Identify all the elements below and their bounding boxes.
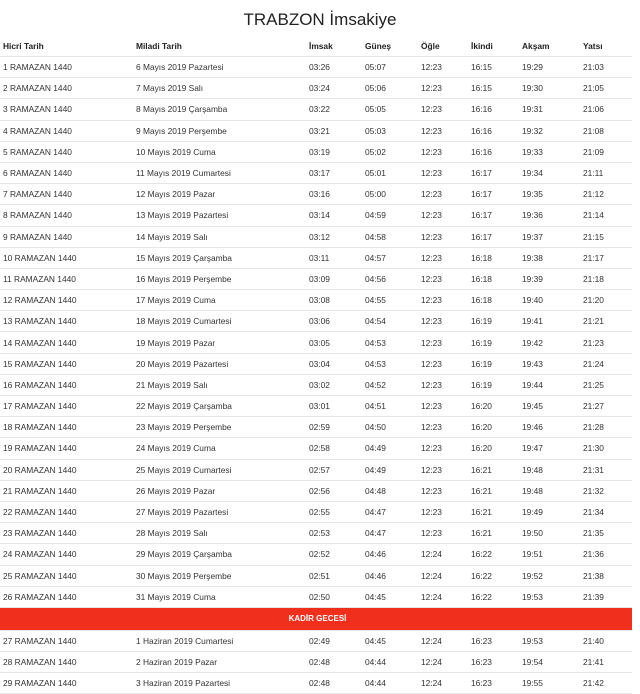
table-row <box>0 417 632 438</box>
table-cell: 18 Mayıs 2019 Cumartesi <box>133 311 306 332</box>
table-cell: 16:21 <box>468 501 519 522</box>
table-cell: 13 Mayıs 2019 Pazartesi <box>133 205 306 226</box>
table-cell: 12 RAMAZAN 1440 <box>0 290 133 311</box>
table-cell: 27 RAMAZAN 1440 <box>0 630 133 651</box>
table-cell: 05:07 <box>362 57 418 78</box>
table-cell: 19:40 <box>519 290 580 311</box>
table-cell: 05:00 <box>362 184 418 205</box>
table-cell: 18 RAMAZAN 1440 <box>0 417 133 438</box>
table-cell: 12:23 <box>418 374 468 395</box>
table-row <box>0 141 632 162</box>
table-cell: 24 Mayıs 2019 Cuma <box>133 438 306 459</box>
table-cell: 20 Mayıs 2019 Pazartesi <box>133 353 306 374</box>
table-cell: 12:23 <box>418 141 468 162</box>
table-cell: 27 Mayıs 2019 Pazartesi <box>133 501 306 522</box>
table-cell: 02:55 <box>306 501 362 522</box>
table-cell: 12:23 <box>418 247 468 268</box>
table-row <box>0 290 632 311</box>
table-cell: 29 RAMAZAN 1440 <box>0 673 133 694</box>
table-cell: 21:30 <box>580 438 632 459</box>
table-cell: 21:25 <box>580 374 632 395</box>
table-cell: 13 RAMAZAN 1440 <box>0 311 133 332</box>
table-cell: 21:42 <box>580 673 632 694</box>
table-cell: 12:24 <box>418 673 468 694</box>
table-cell: 12:23 <box>418 205 468 226</box>
table-cell: 19:30 <box>519 78 580 99</box>
table-cell: 16:17 <box>468 184 519 205</box>
table-cell: 24 RAMAZAN 1440 <box>0 544 133 565</box>
table-cell: 21 Mayıs 2019 Salı <box>133 374 306 395</box>
table-cell: 03:17 <box>306 162 362 183</box>
table-row <box>0 120 632 141</box>
table-cell: 04:51 <box>362 396 418 417</box>
table-cell: 16:19 <box>468 332 519 353</box>
table-cell: 04:46 <box>362 544 418 565</box>
table-row <box>0 78 632 99</box>
table-cell: 02:51 <box>306 565 362 586</box>
table-cell: 16:20 <box>468 417 519 438</box>
table-row <box>0 268 632 289</box>
table-cell: 19:50 <box>519 523 580 544</box>
table-cell: 02:56 <box>306 480 362 501</box>
table-cell: 21:38 <box>580 565 632 586</box>
table-cell: 04:48 <box>362 480 418 501</box>
table-cell: 04:47 <box>362 523 418 544</box>
table-cell: 19:37 <box>519 226 580 247</box>
table-cell: 12:24 <box>418 565 468 586</box>
table-row <box>0 501 632 522</box>
table-cell: 19:55 <box>519 673 580 694</box>
table-cell: 5 RAMAZAN 1440 <box>0 141 133 162</box>
table-row <box>0 480 632 501</box>
table-cell: 10 RAMAZAN 1440 <box>0 247 133 268</box>
table-cell: 19:49 <box>519 501 580 522</box>
table-cell: 19:33 <box>519 141 580 162</box>
table-cell: 03:02 <box>306 374 362 395</box>
table-cell: 12:23 <box>418 57 468 78</box>
table-cell: 12:23 <box>418 396 468 417</box>
imsakiye-table <box>0 36 632 694</box>
table-cell: 05:06 <box>362 78 418 99</box>
table-row <box>0 311 632 332</box>
table-cell: 12:23 <box>418 353 468 374</box>
table-cell: 16:23 <box>468 673 519 694</box>
table-cell: 02:53 <box>306 523 362 544</box>
table-cell: 21:15 <box>580 226 632 247</box>
table-cell: 12:23 <box>418 438 468 459</box>
table-cell: 21:14 <box>580 205 632 226</box>
table-cell: 16:20 <box>468 396 519 417</box>
table-row <box>0 565 632 586</box>
table-cell: 23 Mayıs 2019 Perşembe <box>133 417 306 438</box>
table-cell: 4 RAMAZAN 1440 <box>0 120 133 141</box>
header-aksam: Akşam <box>519 36 580 57</box>
table-cell: 19 Mayıs 2019 Pazar <box>133 332 306 353</box>
table-cell: 19:45 <box>519 396 580 417</box>
table-cell: 16:15 <box>468 78 519 99</box>
table-cell: 8 Mayıs 2019 Çarşamba <box>133 99 306 120</box>
table-cell: 12:24 <box>418 544 468 565</box>
table-cell: 29 Mayıs 2019 Çarşamba <box>133 544 306 565</box>
table-cell: 17 RAMAZAN 1440 <box>0 396 133 417</box>
table-cell: 04:47 <box>362 501 418 522</box>
table-row <box>0 438 632 459</box>
table-cell: 12:24 <box>418 630 468 651</box>
table-cell: 21:28 <box>580 417 632 438</box>
table-cell: 19:41 <box>519 311 580 332</box>
table-cell: 9 RAMAZAN 1440 <box>0 226 133 247</box>
header-miladi-tarih: Miladi Tarih <box>133 36 306 57</box>
table-cell: 3 Haziran 2019 Pazartesi <box>133 673 306 694</box>
table-cell: 21:06 <box>580 99 632 120</box>
table-cell: 28 Mayıs 2019 Salı <box>133 523 306 544</box>
table-cell: 04:59 <box>362 205 418 226</box>
table-cell: 12:23 <box>418 501 468 522</box>
table-cell: 03:11 <box>306 247 362 268</box>
table-cell: 04:56 <box>362 268 418 289</box>
table-cell: 19:44 <box>519 374 580 395</box>
table-cell: 02:58 <box>306 438 362 459</box>
table-cell: 16:19 <box>468 353 519 374</box>
table-cell: 19:29 <box>519 57 580 78</box>
table-cell: 26 RAMAZAN 1440 <box>0 586 133 607</box>
table-cell: 21 RAMAZAN 1440 <box>0 480 133 501</box>
table-cell: 19:38 <box>519 247 580 268</box>
table-cell: 03:16 <box>306 184 362 205</box>
table-cell: 04:45 <box>362 586 418 607</box>
table-cell: 25 RAMAZAN 1440 <box>0 565 133 586</box>
table-cell: 15 Mayıs 2019 Çarşamba <box>133 247 306 268</box>
table-row <box>0 57 632 78</box>
table-cell: 9 Mayıs 2019 Perşembe <box>133 120 306 141</box>
table-cell: 21:21 <box>580 311 632 332</box>
table-cell: 02:48 <box>306 673 362 694</box>
table-cell: 12:23 <box>418 162 468 183</box>
table-cell: 12:23 <box>418 480 468 501</box>
table-cell: 21:12 <box>580 184 632 205</box>
table-cell: 21:05 <box>580 78 632 99</box>
table-cell: 04:49 <box>362 438 418 459</box>
table-cell: 03:06 <box>306 311 362 332</box>
table-cell: 16:22 <box>468 586 519 607</box>
table-cell: 04:58 <box>362 226 418 247</box>
table-row <box>0 544 632 565</box>
table-cell: 7 Mayıs 2019 Salı <box>133 78 306 99</box>
table-cell: 19:35 <box>519 184 580 205</box>
table-cell: 19:42 <box>519 332 580 353</box>
table-row <box>0 205 632 226</box>
table-cell: 16:22 <box>468 565 519 586</box>
table-cell: 19:36 <box>519 205 580 226</box>
table-cell: 21:40 <box>580 630 632 651</box>
table-cell: 2 Haziran 2019 Pazar <box>133 652 306 673</box>
header-ikindi: İkindi <box>468 36 519 57</box>
table-cell: 03:12 <box>306 226 362 247</box>
table-row <box>0 247 632 268</box>
table-cell: 19:32 <box>519 120 580 141</box>
table-cell: 19:39 <box>519 268 580 289</box>
table-cell: 04:54 <box>362 311 418 332</box>
table-row <box>0 523 632 544</box>
table-cell: 19:51 <box>519 544 580 565</box>
table-cell: 03:24 <box>306 78 362 99</box>
table-cell: 20 RAMAZAN 1440 <box>0 459 133 480</box>
table-cell: 23 RAMAZAN 1440 <box>0 523 133 544</box>
table-cell: 12:23 <box>418 226 468 247</box>
table-cell: 16:19 <box>468 311 519 332</box>
table-cell: 19:53 <box>519 586 580 607</box>
table-cell: 04:49 <box>362 459 418 480</box>
table-cell: 05:05 <box>362 99 418 120</box>
table-cell: 21:41 <box>580 652 632 673</box>
table-cell: 19:48 <box>519 459 580 480</box>
table-row <box>0 630 632 651</box>
table-cell: 19:52 <box>519 565 580 586</box>
table-cell: 16:21 <box>468 480 519 501</box>
table-cell: 21:09 <box>580 141 632 162</box>
table-cell: 02:49 <box>306 630 362 651</box>
table-row <box>0 353 632 374</box>
table-cell: 12:23 <box>418 268 468 289</box>
table-row <box>0 226 632 247</box>
table-cell: 16:17 <box>468 226 519 247</box>
table-cell: 21:17 <box>580 247 632 268</box>
table-cell: 12:23 <box>418 417 468 438</box>
table-cell: 16:21 <box>468 523 519 544</box>
table-cell: 16:16 <box>468 141 519 162</box>
table-row <box>0 396 632 417</box>
table-cell: 12:23 <box>418 120 468 141</box>
header-hicri-tarih: Hicri Tarih <box>0 36 133 57</box>
table-cell: 16:15 <box>468 57 519 78</box>
table-row <box>0 374 632 395</box>
table-cell: 12:23 <box>418 523 468 544</box>
table-row <box>0 586 632 607</box>
table-cell: 02:57 <box>306 459 362 480</box>
table-cell: 04:53 <box>362 332 418 353</box>
table-cell: 02:48 <box>306 652 362 673</box>
table-cell: 12:23 <box>418 459 468 480</box>
table-cell: 21:35 <box>580 523 632 544</box>
table-cell: 6 RAMAZAN 1440 <box>0 162 133 183</box>
table-cell: 04:44 <box>362 652 418 673</box>
table-cell: 1 Haziran 2019 Cumartesi <box>133 630 306 651</box>
table-cell: 21:24 <box>580 353 632 374</box>
table-cell: 2 RAMAZAN 1440 <box>0 78 133 99</box>
table-cell: 1 RAMAZAN 1440 <box>0 57 133 78</box>
table-cell: 16:17 <box>468 162 519 183</box>
table-cell: 21:34 <box>580 501 632 522</box>
table-cell: 05:02 <box>362 141 418 162</box>
table-cell: 22 RAMAZAN 1440 <box>0 501 133 522</box>
table-cell: 03:22 <box>306 99 362 120</box>
table-cell: 03:01 <box>306 396 362 417</box>
table-body-after <box>0 630 632 694</box>
table-cell: 16:19 <box>468 374 519 395</box>
table-cell: 19:31 <box>519 99 580 120</box>
table-cell: 04:55 <box>362 290 418 311</box>
table-body <box>0 57 632 608</box>
table-cell: 12:24 <box>418 586 468 607</box>
table-cell: 21:39 <box>580 586 632 607</box>
table-cell: 21:36 <box>580 544 632 565</box>
table-cell: 3 RAMAZAN 1440 <box>0 99 133 120</box>
table-cell: 14 Mayıs 2019 Salı <box>133 226 306 247</box>
table-cell: 16:17 <box>468 205 519 226</box>
table-cell: 03:04 <box>306 353 362 374</box>
table-cell: 12:23 <box>418 184 468 205</box>
table-cell: 03:21 <box>306 120 362 141</box>
table-cell: 05:03 <box>362 120 418 141</box>
table-cell: 03:26 <box>306 57 362 78</box>
table-cell: 21:31 <box>580 459 632 480</box>
table-cell: 19 RAMAZAN 1440 <box>0 438 133 459</box>
table-cell: 28 RAMAZAN 1440 <box>0 652 133 673</box>
table-cell: 12:23 <box>418 332 468 353</box>
table-cell: 11 Mayıs 2019 Cumartesi <box>133 162 306 183</box>
table-cell: 11 RAMAZAN 1440 <box>0 268 133 289</box>
table-row <box>0 162 632 183</box>
table-cell: 10 Mayıs 2019 Cuma <box>133 141 306 162</box>
table-cell: 19:34 <box>519 162 580 183</box>
table-cell: 7 RAMAZAN 1440 <box>0 184 133 205</box>
table-cell: 03:19 <box>306 141 362 162</box>
table-cell: 19:43 <box>519 353 580 374</box>
header-ogle: Öğle <box>418 36 468 57</box>
header-gunes: Güneş <box>362 36 418 57</box>
table-cell: 03:09 <box>306 268 362 289</box>
table-cell: 04:52 <box>362 374 418 395</box>
table-cell: 21:32 <box>580 480 632 501</box>
table-cell: 8 RAMAZAN 1440 <box>0 205 133 226</box>
page-title: TRABZON İmsakiye <box>243 10 397 29</box>
table-cell: 19:54 <box>519 652 580 673</box>
kadir-gecesi-row <box>0 607 632 630</box>
table-cell: 22 Mayıs 2019 Çarşamba <box>133 396 306 417</box>
table-cell: 04:44 <box>362 673 418 694</box>
table-cell: 04:50 <box>362 417 418 438</box>
table-cell: 16:18 <box>468 268 519 289</box>
table-cell: 21:03 <box>580 57 632 78</box>
table-cell: 03:08 <box>306 290 362 311</box>
table-cell: 15 RAMAZAN 1440 <box>0 353 133 374</box>
table-cell: 16 Mayıs 2019 Perşembe <box>133 268 306 289</box>
table-cell: 12 Mayıs 2019 Pazar <box>133 184 306 205</box>
table-cell: 6 Mayıs 2019 Pazartesi <box>133 57 306 78</box>
table-cell: 21:08 <box>580 120 632 141</box>
kadir-gecesi-label: KADİR GECESİ <box>0 607 632 630</box>
table-cell: 26 Mayıs 2019 Pazar <box>133 480 306 501</box>
table-cell: 14 RAMAZAN 1440 <box>0 332 133 353</box>
table-cell: 16:16 <box>468 99 519 120</box>
table-cell: 12:23 <box>418 78 468 99</box>
table-cell: 04:46 <box>362 565 418 586</box>
header-imsak: İmsak <box>306 36 362 57</box>
table-cell: 02:59 <box>306 417 362 438</box>
table-cell: 04:53 <box>362 353 418 374</box>
table-cell: 04:45 <box>362 630 418 651</box>
table-cell: 21:11 <box>580 162 632 183</box>
table-cell: 16:21 <box>468 459 519 480</box>
table-row <box>0 99 632 120</box>
table-cell: 19:47 <box>519 438 580 459</box>
table-cell: 31 Mayıs 2019 Cuma <box>133 586 306 607</box>
table-row <box>0 652 632 673</box>
table-cell: 12:24 <box>418 652 468 673</box>
table-cell: 12:23 <box>418 311 468 332</box>
table-row <box>0 459 632 480</box>
header-yatsi: Yatsı <box>580 36 632 57</box>
table-cell: 21:20 <box>580 290 632 311</box>
table-cell: 16:23 <box>468 630 519 651</box>
table-row <box>0 332 632 353</box>
table-cell: 19:48 <box>519 480 580 501</box>
table-cell: 16:18 <box>468 290 519 311</box>
table-cell: 12:23 <box>418 99 468 120</box>
table-cell: 21:23 <box>580 332 632 353</box>
table-cell: 17 Mayıs 2019 Cuma <box>133 290 306 311</box>
table-cell: 19:46 <box>519 417 580 438</box>
table-cell: 12:23 <box>418 290 468 311</box>
table-cell: 16:18 <box>468 247 519 268</box>
table-cell: 30 Mayıs 2019 Perşembe <box>133 565 306 586</box>
table-cell: 16:16 <box>468 120 519 141</box>
table-cell: 05:01 <box>362 162 418 183</box>
table-cell: 02:52 <box>306 544 362 565</box>
table-cell: 03:14 <box>306 205 362 226</box>
table-cell: 02:50 <box>306 586 362 607</box>
table-cell: 16:23 <box>468 652 519 673</box>
table-cell: 25 Mayıs 2019 Cumartesi <box>133 459 306 480</box>
table-cell: 21:18 <box>580 268 632 289</box>
table-cell: 16:22 <box>468 544 519 565</box>
table-cell: 04:57 <box>362 247 418 268</box>
table-cell: 16 RAMAZAN 1440 <box>0 374 133 395</box>
table-cell: 21:27 <box>580 396 632 417</box>
table-row <box>0 184 632 205</box>
table-cell: 19:53 <box>519 630 580 651</box>
table-cell: 03:05 <box>306 332 362 353</box>
table-header-row <box>0 36 632 57</box>
table-cell: 16:20 <box>468 438 519 459</box>
